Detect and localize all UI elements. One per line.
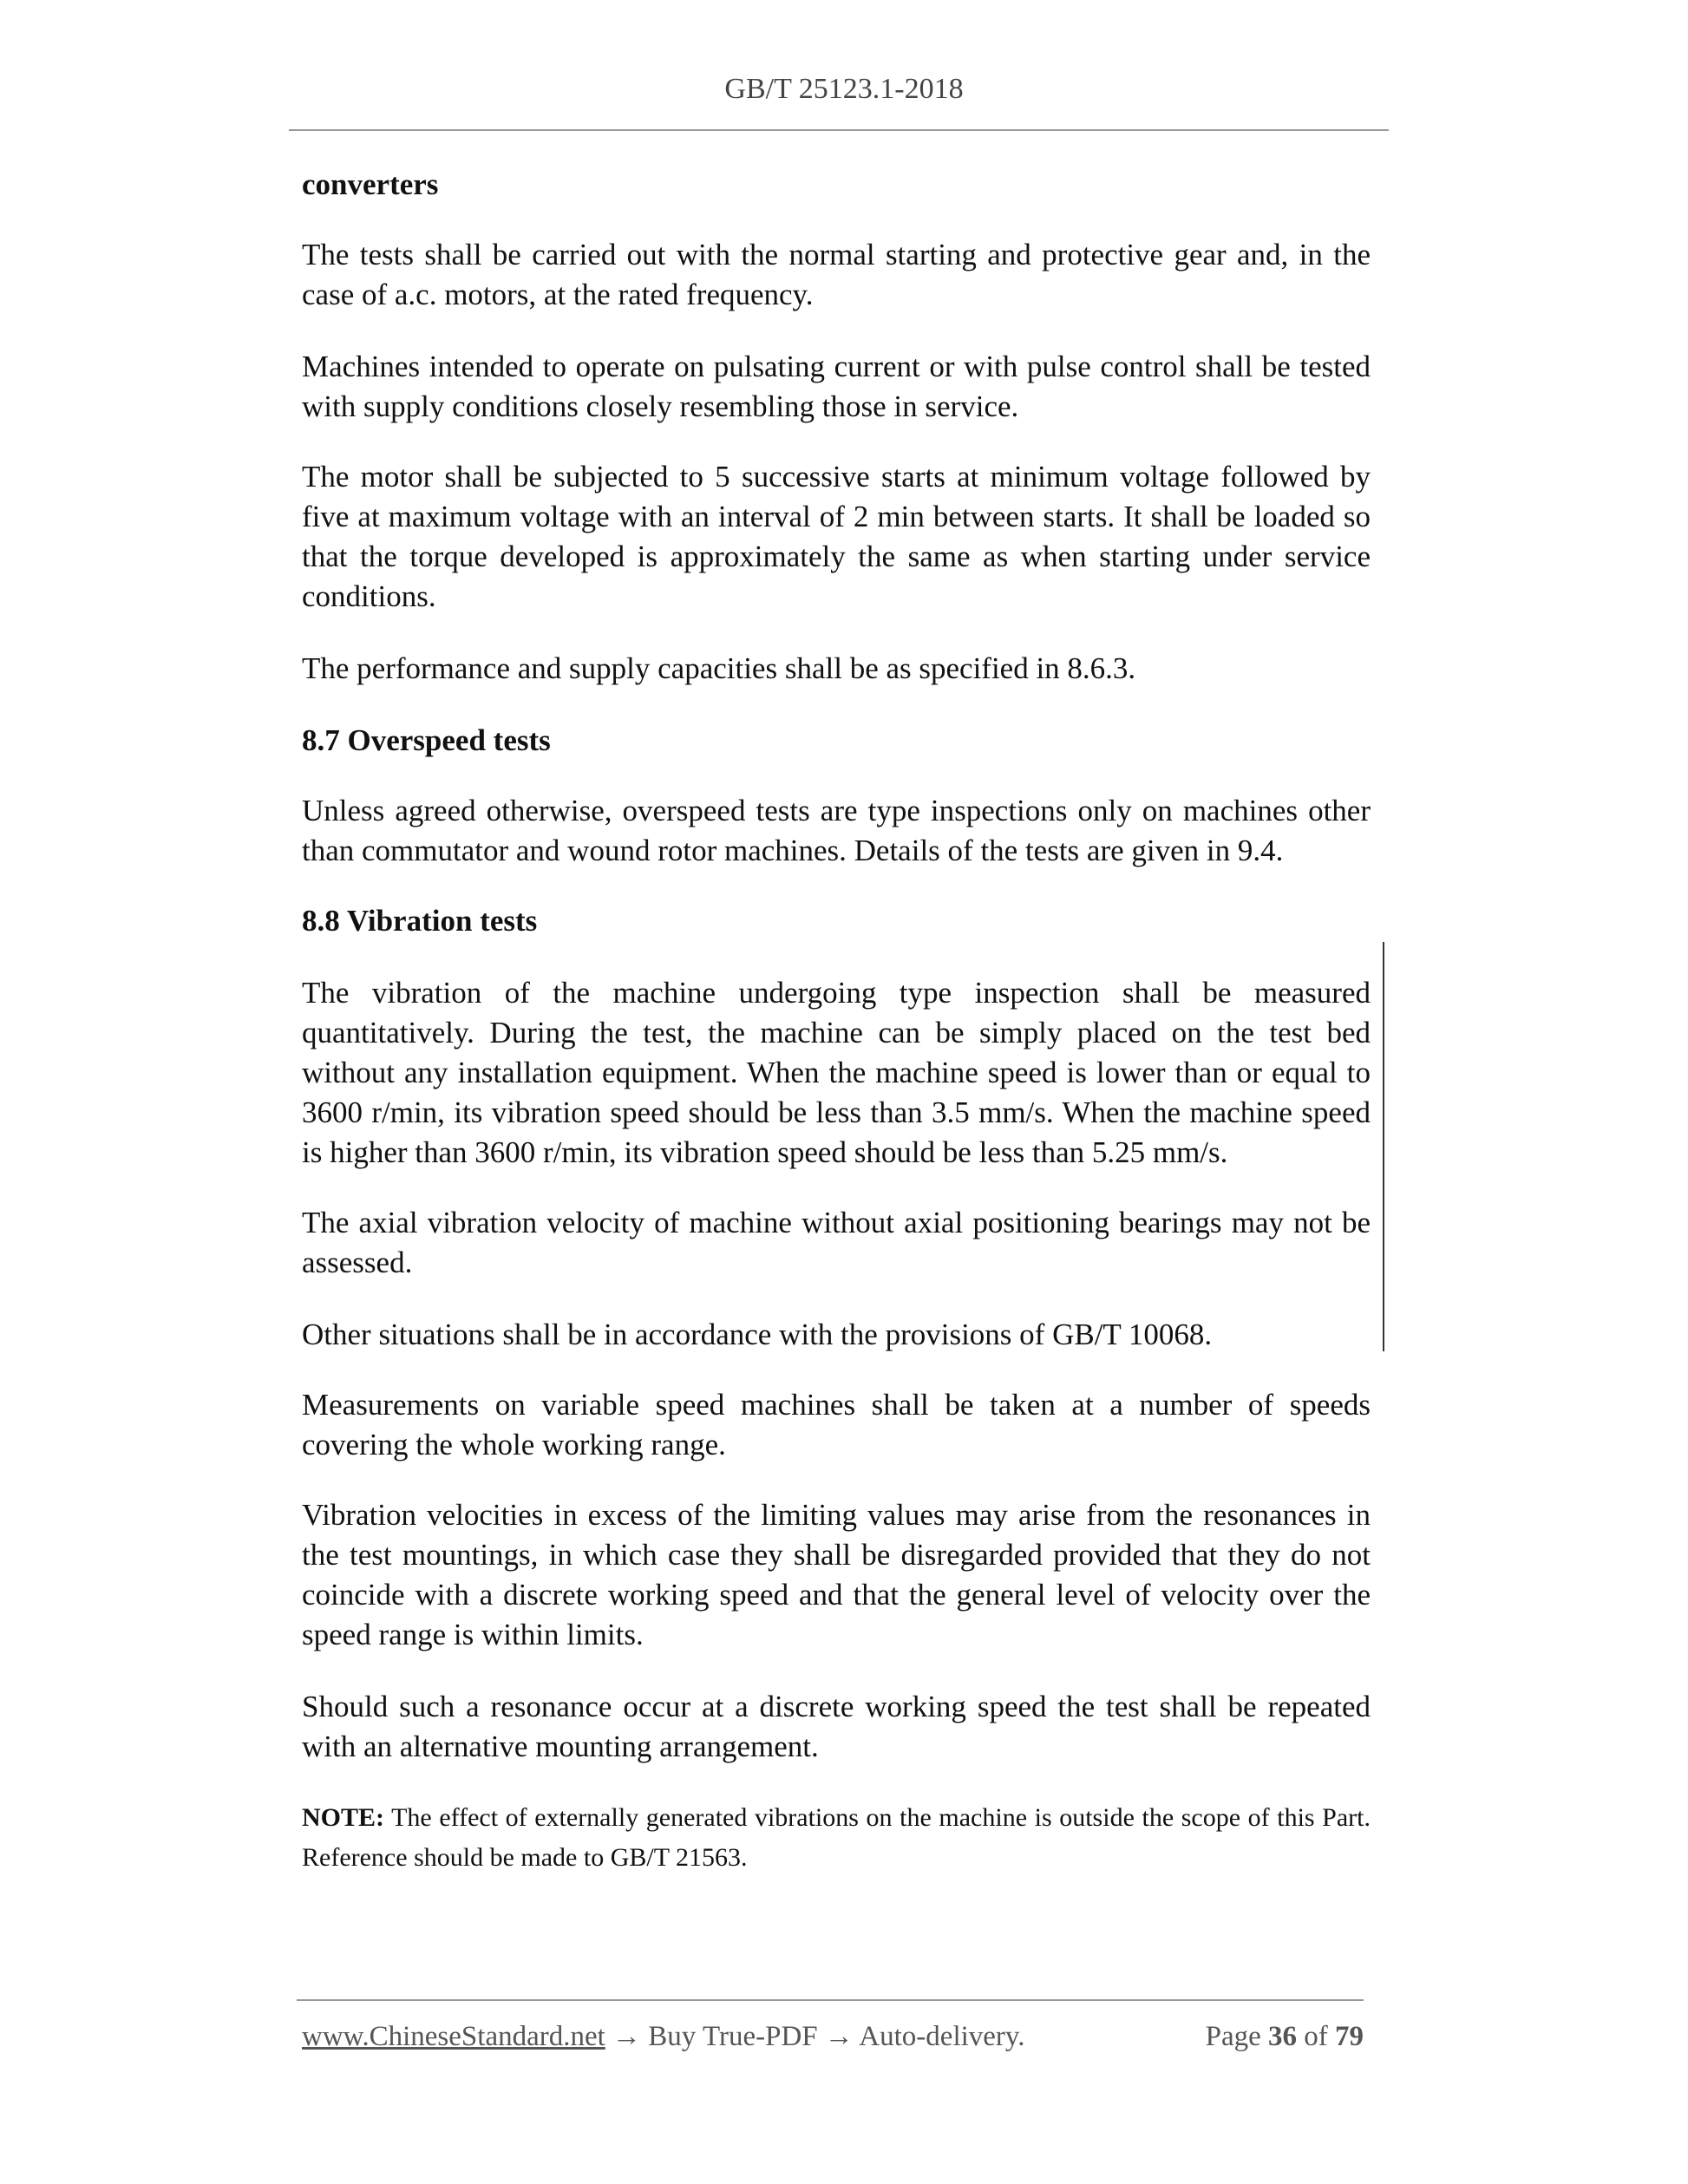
footer-divider [297, 1999, 1364, 2001]
note-text: The effect of externally generated vibrations on the machine is outside the scope of this Part. Reference should be made to GB/T 21563. [302, 1803, 1371, 1872]
paragraph: Machines intended to operate on pulsating current or with pulse control shall be tested with supply conditions closely resembling those in service. [302, 350, 1371, 423]
section-heading-8-8: 8.8 Vibration tests [302, 904, 538, 938]
header-divider [289, 129, 1389, 131]
paragraph: Vibration velocities in excess of the limiting values may arise from the resonances in the test mountings, in which case they shall be disregarded provided that they do not coincide with a discrete working speed and that the general level of velocity over the speed range is within limits. [302, 1498, 1371, 1651]
paragraph: Other situations shall be in accordance with the provisions of GB/T 10068. [302, 1318, 1213, 1351]
note [302, 1798, 1371, 1878]
paragraph: The vibration of the machine undergoing type inspection shall be measured quantitatively. During the test, the machine can be simply placed on the test bed without any installation equipment. When the machine speed is lower than or equal to 3600 r/min, its vibration speed should be less than 3.5 mm/s. When the machine speed is higher than 3600 r/min, its vibration speed should be less than 5.25 mm/s. [302, 976, 1371, 1169]
of-label: of [1297, 2021, 1335, 2052]
total-pages: 79 [1335, 2021, 1364, 2052]
paragraph: Measurements on variable speed machines shall be taken at a number of speeds covering the whole working range. [302, 1388, 1371, 1461]
footer [302, 2021, 1364, 2053]
paragraph: The performance and supply capacities shall be as specified in 8.6.3. [302, 651, 1136, 685]
paragraph: The tests shall be carried out with the normal starting and protective gear and, in the case of a.c. motors, at the rated frequency. [302, 238, 1371, 311]
paragraph: The motor shall be subjected to 5 successive starts at minimum voltage followed by five at maximum voltage with an interval of 2 min between starts. It shall be loaded so that the torque developed is approximately the same as when starting under service conditions. [302, 460, 1371, 613]
page-number [1206, 2021, 1364, 2053]
section-heading: converters [302, 167, 439, 201]
website-link[interactable]: www.ChineseStandard.net [302, 2021, 605, 2052]
paragraph: The axial vibration velocity of machine without axial positioning bearings may not be assessed. [302, 1206, 1371, 1279]
change-bar [1383, 942, 1384, 1351]
note-label: NOTE: [302, 1803, 385, 1832]
page-label: Page [1205, 2021, 1268, 2052]
paragraph: Unless agreed otherwise, overspeed tests are type inspections only on machines other than commutator and wound rotor machines. Details of the tests are given in 9.4. [302, 794, 1371, 867]
paragraph: Should such a resonance occur at a discrete working speed the test shall be repeated with an alternative mounting arrangement. [302, 1690, 1371, 1763]
current-page: 36 [1268, 2021, 1297, 2052]
footer-left [302, 2021, 1025, 2053]
document-header: GB/T 25123.1-2018 [724, 73, 964, 105]
footer-tagline: → Buy True-PDF → Auto-delivery. [605, 2021, 1025, 2052]
section-heading-8-7: 8.7 Overspeed tests [302, 723, 551, 757]
